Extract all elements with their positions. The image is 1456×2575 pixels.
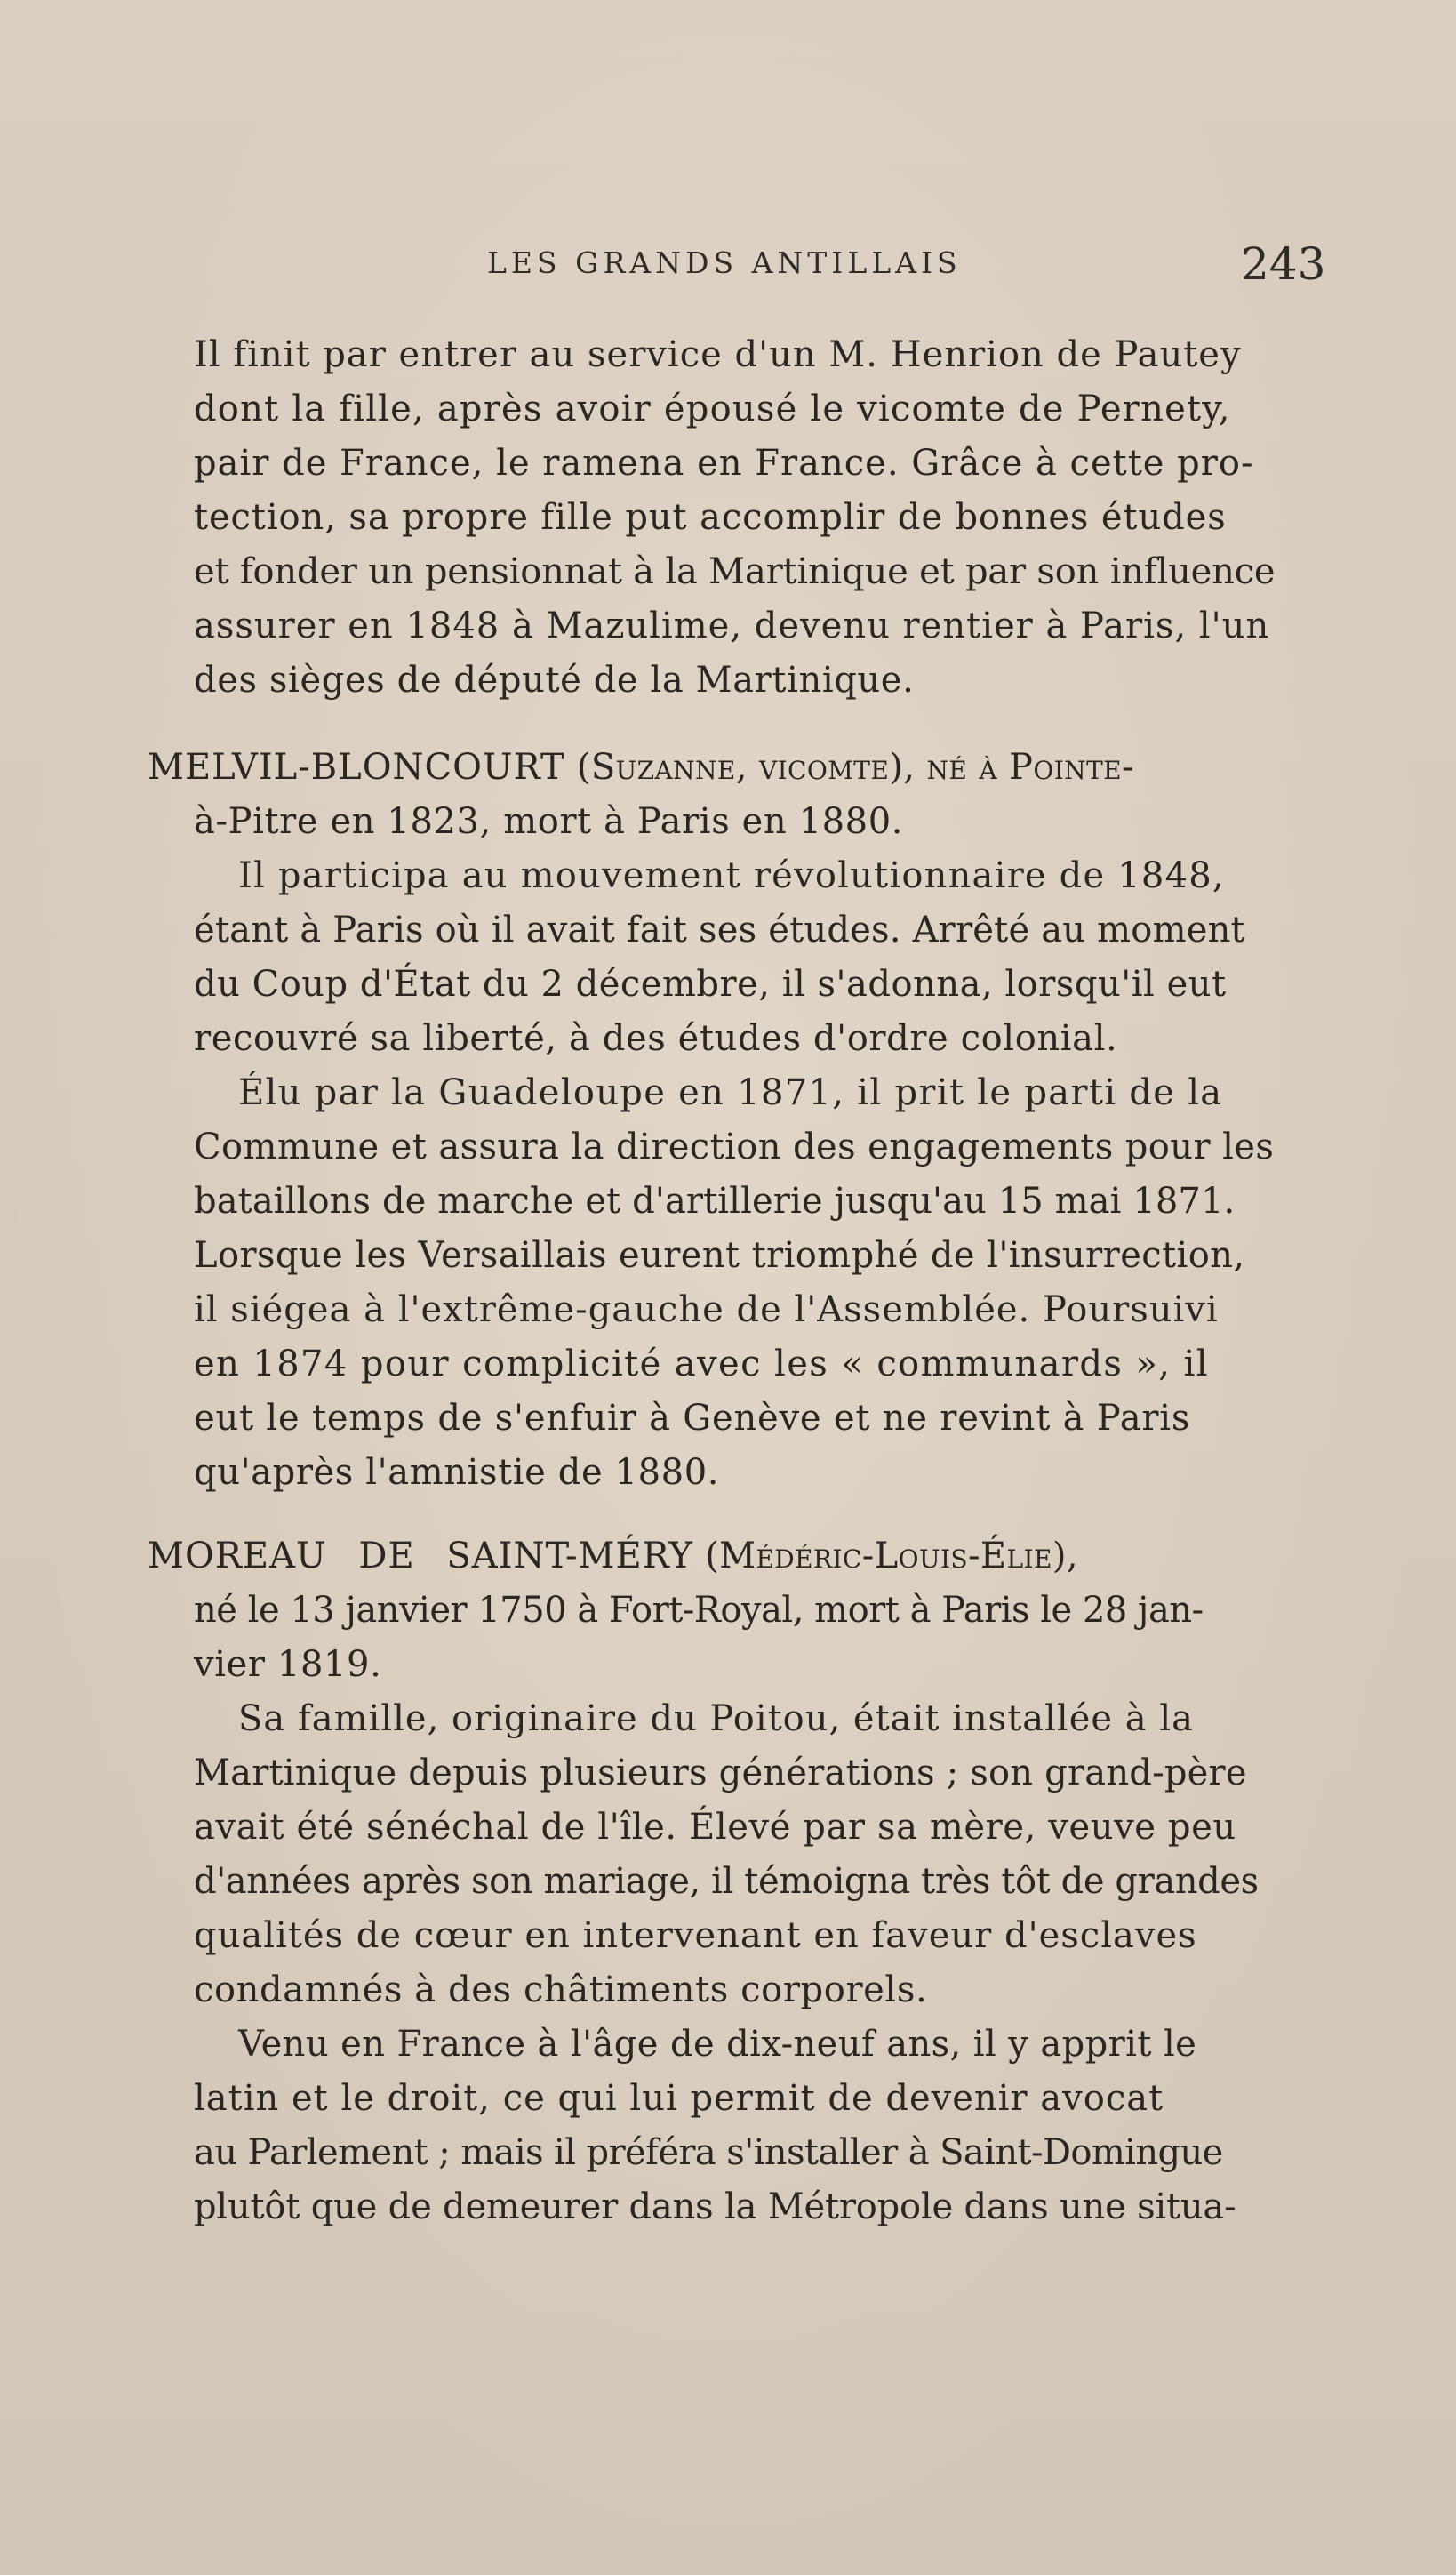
text-line: Il finit par entrer au service d'un M. Henrion de Pautey <box>194 334 1242 375</box>
text-line: bataillons de marche et d'artillerie jusqu'au 15 mai 1871. <box>194 1181 1236 1222</box>
text-line: Commune et assura la direction des engagements pour les <box>194 1127 1275 1167</box>
text-line: avait été sénéchal de l'île. Élevé par sa mère, veuve peu <box>194 1807 1236 1848</box>
text-line: eut le temps de s'enfuir à Genève et ne revint à Paris <box>194 1398 1191 1439</box>
text-line: qualités de cœur en intervenant en faveur d'esclaves <box>194 1915 1197 1956</box>
running-head: LES GRANDS ANTILLAIS <box>487 245 962 280</box>
text-line: Lorsque les Versaillais eurent triomphé de l'insurrection, <box>194 1235 1245 1276</box>
text-line: il siégea à l'extrême-gauche de l'Assemblée. Poursuivi <box>194 1289 1219 1330</box>
text-line: pair de France, le ramena en France. Grâce à cette pro- <box>194 443 1254 484</box>
text-line: d'années après son mariage, il témoigna très tôt de grandes <box>194 1861 1259 1902</box>
entry-given: (Médéric-Louis-Élie), <box>705 1536 1078 1576</box>
text-line: des sièges de député de la Martinique. <box>194 660 915 701</box>
entry-name: MELVIL-BLONCOURT <box>148 747 565 788</box>
text-line: Il participa au mouvement révolutionnaire de 1848, <box>238 855 1225 896</box>
text-line: recouvré sa liberté, à des études d'ordre colonial. <box>194 1018 1118 1059</box>
text-line: plutôt que de demeurer dans la Métropole dans une situa- <box>194 2186 1236 2227</box>
text-line: né le 13 janvier 1750 à Fort-Royal, mort à Paris le 28 jan- <box>194 1590 1204 1631</box>
text-line: dont la fille, après avoir épousé le vicomte de Pernety, <box>194 389 1231 429</box>
text-line: étant à Paris où il avait fait ses études. Arrêté au moment <box>194 910 1245 951</box>
text-line: à-Pitre en 1823, mort à Paris en 1880. <box>194 801 904 842</box>
text-line: et fonder un pensionnat à la Martinique et par son influence <box>194 551 1276 592</box>
text-line: assurer en 1848 à Mazulime, devenu rentier à Paris, l'un <box>194 606 1270 646</box>
text-line: vier 1819. <box>194 1644 382 1685</box>
text-line: Martinique depuis plusieurs générations ; son grand-père <box>194 1753 1247 1793</box>
page-number: 243 <box>1241 238 1326 290</box>
text-line: du Coup d'État du 2 décembre, il s'adonna, lorsqu'il eut <box>194 964 1227 1005</box>
text-line: qu'après l'amnistie de 1880. <box>194 1452 720 1493</box>
text-line: Sa famille, originaire du Poitou, était installée à la <box>238 1698 1194 1739</box>
entry-given: (Suzanne, vicomte), né à Pointe- <box>576 747 1134 788</box>
text-line: en 1874 pour complicité avec les « communards », il <box>194 1344 1209 1384</box>
entry-heading <box>148 741 1134 794</box>
entry-name: MOREAU DE SAINT-MÉRY <box>148 1536 693 1576</box>
text-line: tection, sa propre fille put accomplir de bonnes études <box>194 497 1227 538</box>
text-line: Venu en France à l'âge de dix-neuf ans, il y apprit le <box>238 2024 1197 2065</box>
entry-heading <box>148 1529 1078 1583</box>
text-line: latin et le droit, ce qui lui permit de devenir avocat <box>194 2078 1164 2119</box>
text-line: Élu par la Guadeloupe en 1871, il prit le parti de la <box>238 1072 1223 1113</box>
text-line: au Parlement ; mais il préféra s'installer à Saint-Domingue <box>194 2132 1223 2173</box>
text-line: condamnés à des châtiments corporels. <box>194 1969 928 2010</box>
